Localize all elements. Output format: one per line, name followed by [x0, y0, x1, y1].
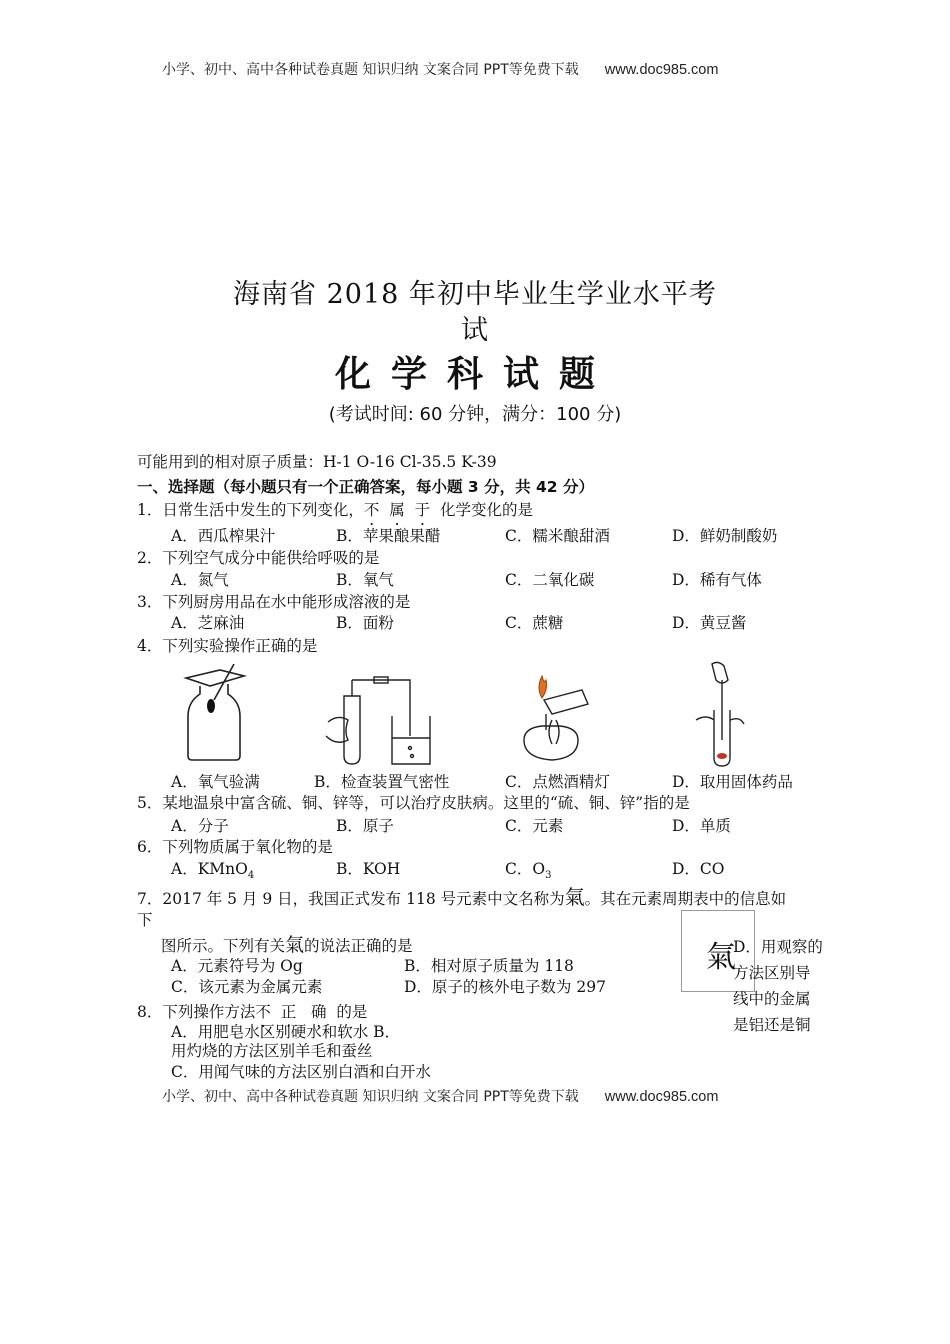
- subject-title: 化学科试题: [334, 354, 615, 395]
- page-header: [162, 59, 718, 79]
- page-footer: [162, 1086, 718, 1106]
- q6-option-b: B．KOH: [336, 860, 401, 878]
- q4-option-d: D．取用固体药品: [672, 773, 793, 791]
- exam-title-line1: 海南省 2018 年初中毕业生学业水平考: [233, 279, 717, 310]
- header-url[interactable]: www.doc985.com: [604, 62, 719, 78]
- q3-option-d: D．黄豆酱: [672, 614, 747, 632]
- q2-option-a: A．氮气: [171, 571, 229, 589]
- q8-option-a: A．用肥皂水区别硬水和软水 B．: [171, 1023, 401, 1041]
- q4-option-c: C．点燃酒精灯: [505, 773, 610, 791]
- exam-info: (考试时间: 60 分钟，满分：100 分): [328, 404, 622, 425]
- q1-option-d: D．鲜奶制酸奶: [672, 527, 778, 545]
- q3-option-b: B．面粉: [336, 614, 394, 632]
- q3-option-c: C．蔗糖: [505, 614, 564, 632]
- q8-option-d: D．用观察的方法区别导线中的金属是铝还是铜: [733, 938, 823, 1034]
- q7-option-d: D．原子的核外电子数为 297: [404, 978, 606, 996]
- q7-option-c: C．该元素为金属元素: [171, 978, 323, 996]
- question-3-stem: 3．下列厨房用品在水中能形成溶液的是: [137, 593, 411, 611]
- q1-option-a: A．西瓜榨果汁: [171, 527, 276, 545]
- q7-option-b: B．相对原子质量为 118: [404, 957, 574, 975]
- q8-option-c: C．用闻气味的方法区别白酒和白开水: [171, 1063, 431, 1081]
- q2-option-b: B．氧气: [336, 571, 394, 589]
- q4-option-b: B．检查装置气密性: [314, 773, 450, 791]
- q6-option-d: D．CO: [672, 860, 725, 878]
- exam-title-line2: 试: [461, 315, 489, 346]
- q6-option-a: A．KMnO$_4$: [171, 860, 255, 882]
- question-6-stem: 6．下列物质属于氧化物的是: [137, 838, 333, 856]
- q2-option-d: D．稀有气体: [672, 571, 762, 589]
- element-name-char: 氣: [706, 940, 736, 975]
- q7-option-a: A．元素符号为 Og: [171, 957, 303, 975]
- question-8-stem: 8．下列操作方法不 正 确 的是: [137, 1003, 368, 1021]
- question-7-stem: 7．2017 年 5 月 9 日，我国正式发布 118 号元素中文名称为氣。其在元素周期表中的信息如: [137, 885, 787, 909]
- question-7-stem-cont: 下: [137, 911, 153, 929]
- question-4-stem: 4．下列实验操作正确的是: [137, 637, 318, 655]
- q6-option-c: C．$O_3$: [505, 860, 552, 882]
- q8-option-b: 用灼烧的方法区别羊毛和蚕丝: [171, 1042, 373, 1060]
- q1-option-c: C．糯米酿甜酒: [505, 527, 610, 545]
- question-2-stem: 2．下列空气成分中能供给呼吸的是: [137, 549, 380, 567]
- q5-option-d: D．单质: [672, 817, 731, 835]
- q4-option-a: A．氧气验满: [171, 773, 260, 791]
- footer-url[interactable]: www.doc985.com: [604, 1089, 719, 1105]
- alcohol-lamp-figure: [512, 670, 592, 766]
- question-7-stem-line2: 图所示。下列有关氣的说法正确的是: [161, 934, 413, 956]
- q1-option-b: B．苹果酿果醋: [336, 527, 441, 545]
- airtightness-check-figure: [322, 676, 442, 768]
- oxygen-bottle-figure: [180, 664, 250, 764]
- question-5-stem: 5．某地温泉中富含硫、铜、锌等，可以治疗皮肤病。这里的“硫、铜、锌”指的是: [137, 794, 690, 812]
- q5-option-c: C．元素: [505, 817, 564, 835]
- q2-option-c: C．二氧化碳: [505, 571, 595, 589]
- section-heading: 一、选择题（每小题只有一个正确答案，每小题 3 分，共 42 分）: [137, 478, 594, 496]
- q3-option-a: A．芝麻油: [171, 614, 245, 632]
- atomic-masses: 可能用到的相对原子质量：H-1 O-16 Cl-35.5 K-39: [137, 453, 497, 471]
- q5-option-a: A．分子: [171, 817, 229, 835]
- footer-text: 小学、初中、高中各种试卷真题 知识归纳 文案合同 PPT等免费下载: [162, 1089, 579, 1105]
- header-text: 小学、初中、高中各种试卷真题 知识归纳 文案合同 PPT等免费下载: [162, 62, 579, 78]
- test-tube-figure: [692, 660, 748, 768]
- question-1-stem: 1．日常生活中发生的下列变化，不 属 于 化学变化的是: [137, 501, 534, 519]
- q5-option-b: B．原子: [336, 817, 394, 835]
